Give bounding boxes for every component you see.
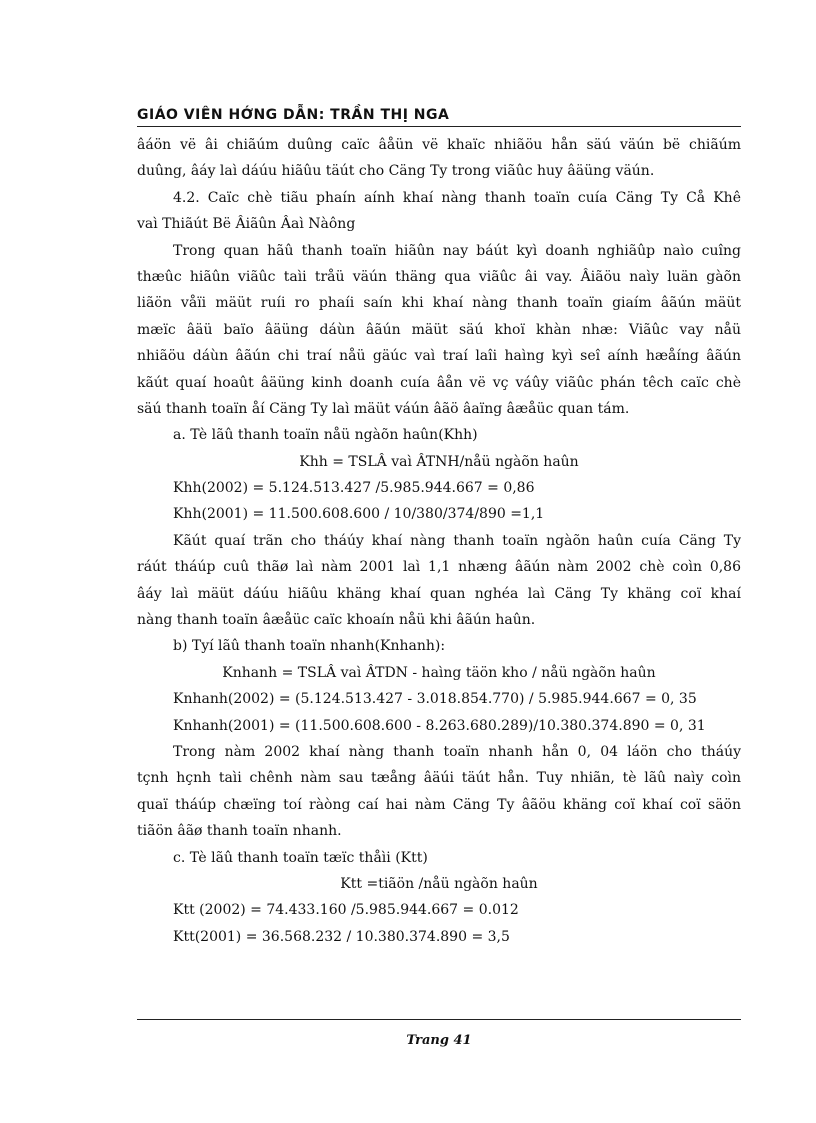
document-body [137, 132, 741, 950]
text-line: âáön vë âi chiãúm duûng caïc âåün vë khaïc nhiãöu hån säú väún bë chiãúm [137, 137, 741, 153]
formula: Ktt(2001) = 36.568.232 / 10.380.374.890 = 3,5 [173, 928, 510, 945]
text-line: Kãút quaí trãn cho tháúy khaí nàng thanh toaïn ngàõn haûn cuía Cäng Ty [173, 532, 741, 549]
formula: Khh(2001) = 11.500.608.600 / 10/380/374/890 =1,1 [173, 506, 545, 523]
text-line: mæïc âäü baïo âäüng dáùn âãún mäüt säú khoï khàn nhæ: Viãûc vay nåü [137, 321, 741, 338]
subsection-heading: b) Tyí lãû thanh toaïn nhanh(Knhanh): [173, 638, 446, 655]
text-line: âáy laì mäüt dáúu hiãûu khäng khaí quan nghéa laì Cäng Ty khäng coï khaí [137, 585, 741, 602]
section-heading: vaì Thiãút Bë Âiãûn Âaì Nàông [137, 216, 356, 233]
text-line: tiãön âãø thanh toaïn nhanh. [137, 823, 342, 840]
formula: Khh(2002) = 5.124.513.427 /5.985.944.667 = 0,86 [173, 480, 535, 497]
formula: Ktt =tiãön /nåü ngàõn haûn [340, 875, 538, 892]
text-line: thæûc hiãûn viãûc taìi tråü väún thäng qua viãûc âi vay. Âiãöu naìy luän gàõn [137, 268, 741, 285]
subsection-heading: a. Tè lãû thanh toaïn nåü ngàõn haûn(Khh) [173, 427, 478, 444]
text-line: quaï tháúp chæïng toí ràòng caí hai nàm Cäng Ty âãöu khäng coï khaí coï säön [137, 796, 741, 813]
text-line: ráút tháúp cuû thãø laì nàm 2001 laì 1,1 nhæng âãún nàm 2002 chè coìn 0,86 [137, 559, 741, 576]
text-line: Trong nàm 2002 khaí nàng thanh toaïn nhanh hån 0, 04 láön cho tháúy [173, 743, 741, 760]
formula: Knhanh(2001) = (11.500.608.600 - 8.263.680.289)/10.380.374.890 = 0, 31 [173, 717, 706, 734]
text-line: nàng thanh toaïn âæåüc caïc khoaín nåü khi âãún haûn. [137, 612, 536, 629]
page-header: GIÁO VIÊN HỚNG DẪN: TRẦN THỊ NGA [137, 106, 741, 127]
text-line: Trong quan hãû thanh toaïn hiãûn nay báút kyì doanh nghiãûp naìo cuîng [173, 242, 741, 259]
section-heading: 4.2. Caïc chè tiãu phaín aính khaí nàng thanh toaïn cuía Cäng Ty Cå Khê [173, 189, 741, 206]
text-line: duûng, âáy laì dáúu hiãûu täút cho Cäng Ty trong viãûc huy âäüng väún. [137, 163, 655, 180]
text-line: tçnh hçnh taìi chênh nàm sau tæång âäúi täút hån. Tuy nhiãn, tè lãû naìy coìn [137, 770, 741, 787]
formula: Ktt (2002) = 74.433.160 /5.985.944.667 = 0.012 [173, 902, 519, 919]
formula: Knhanh(2002) = (5.124.513.427 - 3.018.854.770) / 5.985.944.667 = 0, 35 [173, 691, 697, 708]
formula: Khh = TSLÂ vaì ÂTNH/nåü ngàõn haûn [299, 453, 579, 470]
text-line: nhiãöu dáùn âãún chi traí nåü gäúc vaì traí laîi haìng kyì seî aính hæåíng âãún [137, 348, 741, 365]
text-line: liãön våïi mäüt ruíi ro phaíi saín khi khaí nàng thanh toaïn giaím âãún mäüt [137, 295, 741, 312]
text-line: kãút quaí hoaût âäüng kinh doanh cuía âån vë vç váûy viãûc phán têch caïc chè [137, 374, 741, 391]
formula: Knhanh = TSLÂ vaì ÂTDN - haìng täön kho / nåü ngàõn haûn [222, 664, 656, 681]
page-number: Trang 41 [406, 1033, 472, 1048]
text-line: säú thanh toaïn åí Cäng Ty laì mäüt váún âãö âaïng âæåüc quan tám. [137, 400, 630, 417]
subsection-heading: c. Tè lãû thanh toaïn tæïc thåìi (Ktt) [173, 849, 428, 866]
footer-divider [137, 1019, 741, 1020]
